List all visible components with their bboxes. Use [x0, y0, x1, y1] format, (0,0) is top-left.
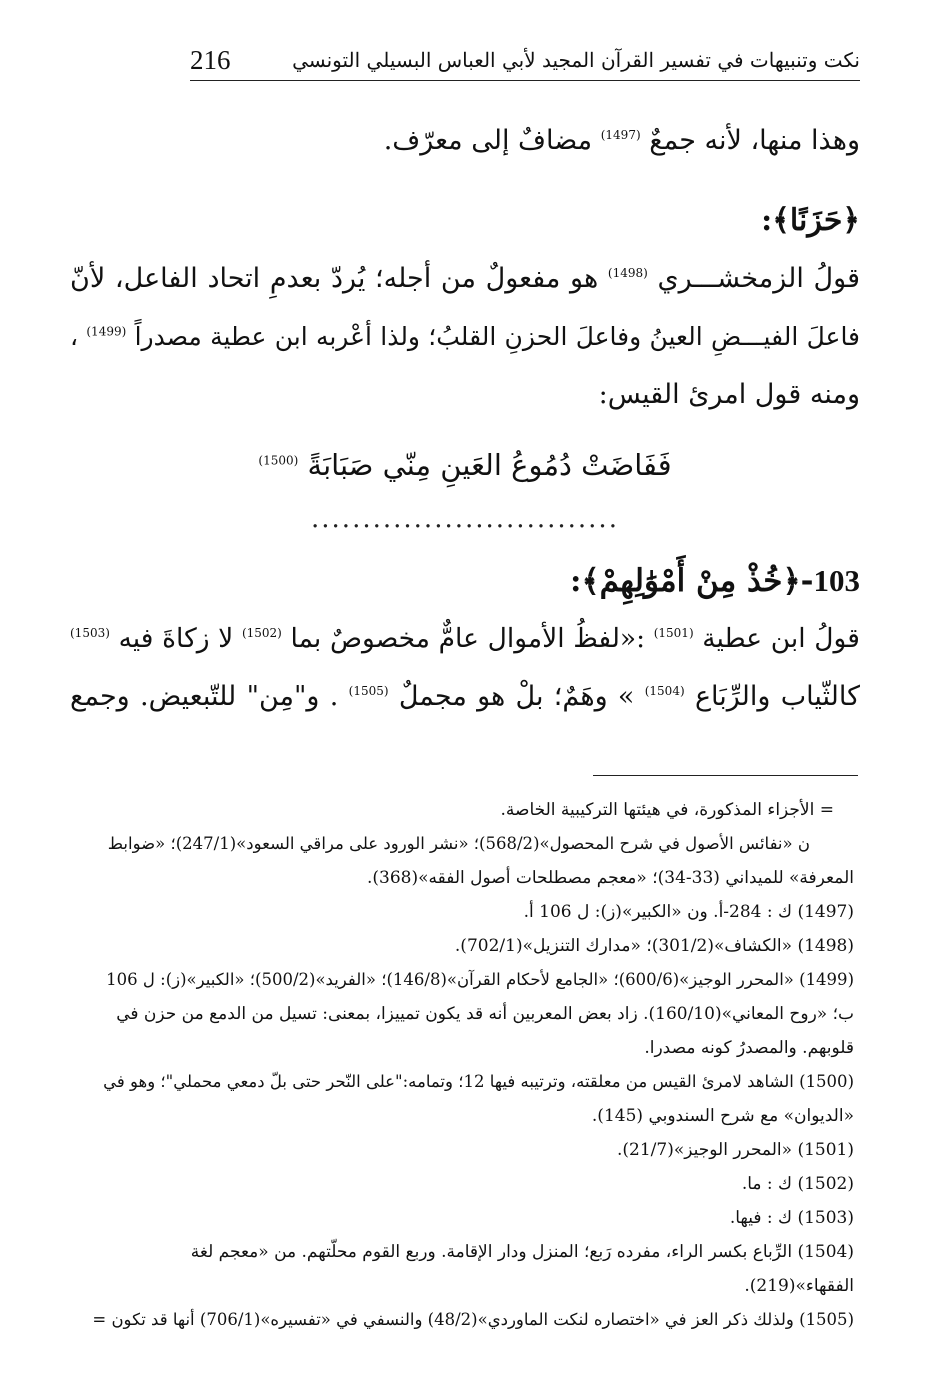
- text-line: [70, 308, 860, 366]
- quran-heading: ﴿حَزَنًا﴾:: [761, 203, 860, 238]
- footnote-ref-1501: (1501): [653, 626, 694, 641]
- footnote-1497: (1497) ك : 284-أ. ون «الكبير»(ز): ل 106 أ.: [523, 902, 854, 922]
- text-line: [70, 366, 860, 424]
- main-text: [70, 112, 860, 726]
- footnote-1505: (1505) ولذلك ذكر العز في «اختصاره لنكت الماوردي»(48/2) والنسفي في «تفسيره»(706/1) أنها قد تكون =: [92, 1310, 854, 1329]
- footnote-ref-1499: (1499): [86, 324, 127, 339]
- footnote-1498: (1498) «الكشاف»(301/2)؛ «مدارك التنزيل»(702/1).: [454, 936, 854, 956]
- footnote-line: = الأجزاء المذكورة، في هيئتها التركيبية الخاصة.: [500, 800, 834, 820]
- text-segment: قولُ ابن عطية: [702, 623, 860, 654]
- text-segment: ومنه قول امرئ القيس:: [598, 379, 860, 410]
- text-line: [70, 250, 860, 308]
- section-heading: [70, 552, 860, 610]
- section-separator: ..............................: [311, 504, 619, 534]
- footnote-1500: (1500) الشاهد لامرئ القيس من معلقته، وترتيبه فيها 12؛ وتمامه:"على النّحر حتى بلّ دمعي محملي"؛ وهو في: [103, 1072, 854, 1091]
- footnote-line: ب؛ «روح المعاني»(160/10). زاد بعض المعربين أنه قد يكون تمييزا، بمعنى: تسيل من الدمع من حزن في: [116, 1004, 854, 1024]
- footnotes: [88, 793, 854, 1337]
- text-segment: :«لفظُ الأموال عامٌّ مخصوصٌ بما: [290, 623, 646, 654]
- text-segment: » وهَمٌ؛ بلْ هو مجملٌ: [398, 681, 635, 712]
- footnote-line: قلوبهم. والمصدرُ كونه مصدرا.: [644, 1038, 854, 1058]
- footnote-ref-1503: (1503): [70, 626, 110, 641]
- footnote-line: ن «نفائس الأصول في شرح المحصول»(568/2)؛ «نشر الورود على مراقي السعود»(247/1)؛ «ضوابط: [107, 834, 810, 853]
- page-number: 216: [190, 44, 231, 75]
- text-segment: كالثّياب والرِّبَاع: [694, 681, 860, 712]
- text-line: [70, 668, 860, 726]
- text-segment: ،: [70, 322, 79, 351]
- footnote-1501: (1501) «المحرر الوجيز»(21/7).: [616, 1140, 854, 1160]
- text-line: [70, 112, 860, 170]
- footnote-line: المعرفة» للميداني (33-34)؛ «معجم مصطلحات أصول الفقه»(368).: [366, 868, 854, 888]
- footnote-line: «الديوان» مع شرح السندوبي (145).: [591, 1106, 854, 1126]
- text-segment: وهذا منها، لأنه جمعٌ: [649, 125, 860, 156]
- footnote-ref-1505: (1505): [348, 684, 389, 698]
- verse-text: فَفَاضَتْ دُمُوعُ العَينِ مِنّي صَبَابَةً: [307, 448, 672, 482]
- poetry-verse: [70, 436, 860, 494]
- footnote-1504: (1504) الرِّباع بكسر الراء، مفرده رَبع؛ المنزل ودار الإقامة. وربع القوم محلّتهم. من «معجم لغة: [190, 1242, 854, 1262]
- text-segment: فاعلَ الفيـــضِ العينُ وفاعلَ الحزنِ القلبُ؛ ولذا أعْربه ابن عطية مصدراً: [134, 322, 861, 351]
- footnote-ref-1502: (1502): [241, 626, 282, 641]
- footnote-1499: (1499) «المحرر الوجيز»(600/6)؛ «الجامع لأحكام القرآن»(146/8)؛ «الفريد»(500/2)؛ «الكبير»(ز): ل 106: [106, 970, 854, 989]
- text-segment: لا زكاةَ فيه: [118, 623, 234, 654]
- text-line: [70, 610, 860, 668]
- text-segment: مضافٌ إلى معرّف.: [383, 125, 593, 156]
- footnote-ref-1504: (1504): [644, 684, 685, 698]
- footnote-divider: [593, 775, 858, 776]
- footnote-1503: (1503) ك : فيها.: [729, 1208, 854, 1228]
- running-header: [190, 40, 860, 81]
- footnote-line: الفقهاء»(219).: [744, 1276, 854, 1296]
- running-title: نكت وتنبيهات في تفسير القرآن المجيد لأبي العباس البسيلي التونسي: [292, 48, 860, 72]
- text-segment: هو مفعولٌ من أجله؛ يُردّ بعدمِ اتحاد الفاعل، لأنّ: [70, 263, 599, 294]
- footnote-ref-1498: (1498): [607, 266, 648, 280]
- section-title: -﴿خُذْ مِنْ أَمْوَٰلِهِمْ﴾:: [570, 563, 814, 599]
- text-segment: . و"مِن" للتّبعيض. وجمع: [70, 681, 339, 712]
- footnote-ref-1497: (1497): [600, 128, 641, 142]
- section-number: 103: [813, 563, 860, 598]
- text-segment: قولُ الزمخشـــري: [657, 263, 860, 294]
- footnote-1502: (1502) ك : ما.: [741, 1174, 854, 1194]
- footnote-ref-1500: (1500): [258, 453, 299, 468]
